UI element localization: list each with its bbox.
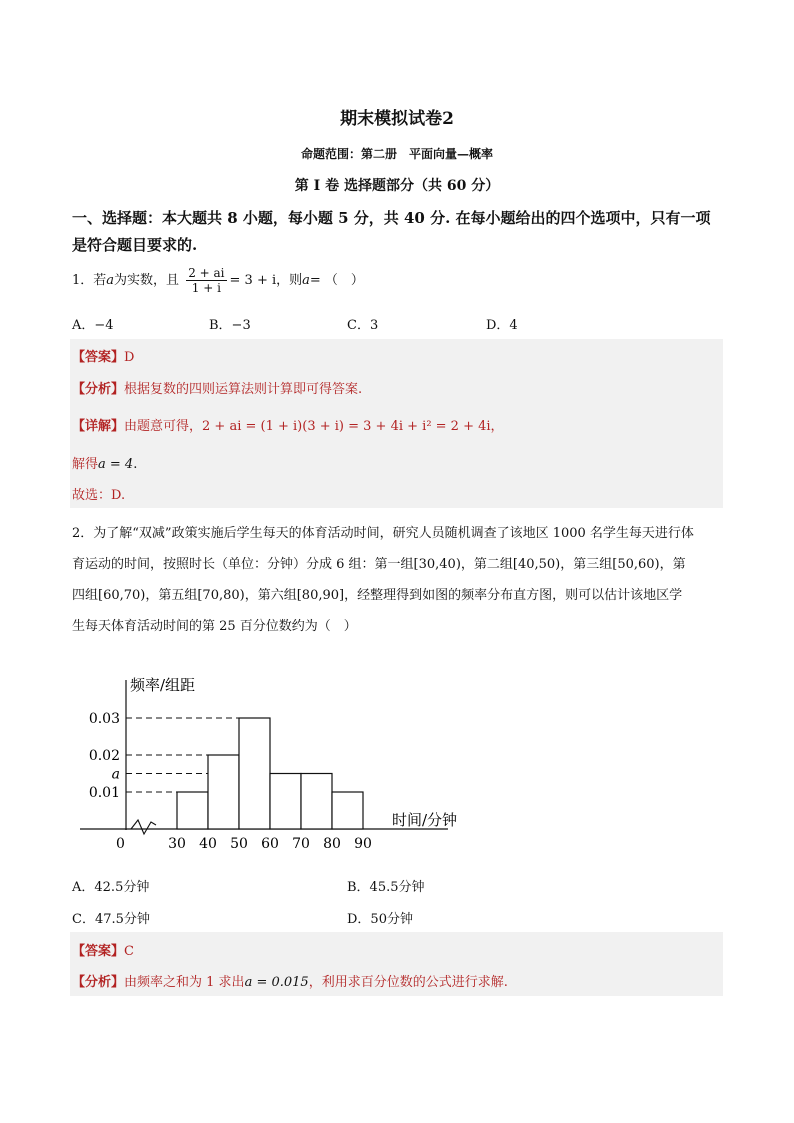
q1-answer bbox=[72, 346, 134, 365]
q2-line-2: 育运动的时间，按照时长（单位：分钟）分成 6 组：第一组[30,40)，第二组[40,50)，第三组[50,60)，第 bbox=[72, 557, 686, 572]
q1-var-2: a bbox=[302, 273, 310, 288]
q1-detail-text: 由题意可得， bbox=[124, 419, 203, 434]
section-line-1: 一、选择题：本大题共 8 小题，每小题 5 分，共 40 分. 在每小题给出的四个选项中，只有一项 bbox=[72, 209, 711, 227]
histogram-chart bbox=[76, 670, 476, 860]
x-axis-label: 时间/分钟 bbox=[392, 811, 458, 829]
q1-choose: 故选：D. bbox=[72, 488, 126, 503]
q1-option-d: D．4 bbox=[486, 318, 518, 333]
histogram-bar-1 bbox=[208, 755, 239, 829]
q2-answer-tag: 【答案】 bbox=[72, 944, 125, 959]
q2-line-3: 四组[60,70)，第五组[70,80)，第六组[80,90]，经整理得到如图的频率分布直方图，则可以估计该地区学 bbox=[72, 588, 683, 603]
x-tick-label-5: 80 bbox=[323, 836, 341, 852]
q1-solve bbox=[72, 453, 137, 472]
q1-option-a: A．−4 bbox=[72, 318, 114, 333]
x-tick-label-0: 30 bbox=[168, 836, 186, 852]
y-axis-label: 频率/组距 bbox=[130, 676, 196, 694]
q1-detail bbox=[72, 415, 504, 434]
q2-line-4: 生每天体育活动时间的第 25 百分位数约为（ ） bbox=[72, 619, 357, 634]
q1-option-c: C．3 bbox=[347, 318, 379, 333]
q2-line-1: 2．为了解“双减”政策实施后学生每天的体育活动时间，研究人员随机调查了该地区 1000 名学生每天进行体 bbox=[72, 526, 694, 541]
q2-option-d: D．50分钟 bbox=[347, 912, 413, 927]
q1-eq: = 3 + i，则 bbox=[229, 273, 303, 288]
exam-scope: 命题范围：第二册 平面向量—概率 bbox=[300, 147, 493, 161]
q2-stem bbox=[72, 518, 732, 642]
y-tick-label-1: 0.02 bbox=[88, 748, 120, 764]
histogram-bar-0 bbox=[177, 792, 208, 829]
q1-fraction bbox=[186, 266, 226, 295]
histogram-bar-2 bbox=[239, 718, 270, 829]
q2-analysis-b: ，利用求百分位数的公式进行求解. bbox=[308, 975, 508, 990]
axis-break-symbol bbox=[131, 820, 156, 834]
page-title: 期末模拟试卷2 bbox=[340, 109, 454, 129]
x-tick-label-2: 50 bbox=[230, 836, 248, 852]
q2-analysis bbox=[72, 971, 508, 990]
q1-detail-tag: 【详解】 bbox=[72, 419, 125, 434]
q2-answer-value: C bbox=[124, 944, 134, 959]
q1-stem bbox=[72, 266, 364, 295]
q2-analysis-a: 由频率之和为 1 求出 bbox=[124, 975, 245, 990]
y-tick-label-0: 0.03 bbox=[88, 711, 120, 727]
q1-solve-formula: a = 4 bbox=[98, 457, 134, 472]
section-instructions bbox=[72, 205, 732, 259]
q1-tail: = （ ） bbox=[309, 273, 364, 288]
q1-analysis-text: 根据复数的四则运算法则计算即可得答案. bbox=[124, 382, 363, 397]
q1-answer-tag: 【答案】 bbox=[72, 350, 125, 365]
section-line-2: 是符合题目要求的. bbox=[72, 236, 198, 254]
x-tick-label-6: 90 bbox=[354, 836, 372, 852]
q1-detail-formula: 2 + ai = (1 + i)(3 + i) = 3 + 4i + i² = 2 + 4i， bbox=[202, 419, 504, 434]
histogram-bar-3 bbox=[270, 774, 301, 830]
q1-solve-prefix: 解得 bbox=[72, 457, 99, 472]
q1-var: a bbox=[106, 273, 115, 288]
histogram-bar-5 bbox=[332, 792, 363, 829]
part-heading: 第 I 卷 选择题部分（共 60 分） bbox=[294, 178, 500, 194]
x-tick-label-4: 70 bbox=[292, 836, 310, 852]
y-tick-label-2: a bbox=[111, 766, 120, 783]
q1-answer-value: D bbox=[124, 350, 135, 365]
origin-label: 0 bbox=[116, 836, 125, 852]
q1-mid: 为实数，且 bbox=[114, 273, 180, 288]
q2-analysis-formula: a = 0.015 bbox=[244, 975, 309, 990]
q1-frac-num: 2 + ai bbox=[188, 266, 225, 280]
q2-option-c: C．47.5分钟 bbox=[72, 912, 150, 927]
x-tick-label-1: 40 bbox=[199, 836, 217, 852]
q1-frac-den: 1 + i bbox=[191, 281, 221, 295]
q2-option-a: A．42.5分钟 bbox=[72, 880, 150, 895]
chart-marks bbox=[89, 711, 372, 852]
histogram-bar-4 bbox=[301, 774, 332, 830]
q1-analysis-tag: 【分析】 bbox=[72, 382, 125, 397]
q2-answer bbox=[72, 940, 134, 959]
q1-prefix: 1．若 bbox=[72, 273, 107, 288]
q2-analysis-tag: 【分析】 bbox=[72, 975, 125, 990]
q2-option-b: B．45.5分钟 bbox=[347, 880, 425, 895]
q1-option-b: B．−3 bbox=[209, 318, 251, 333]
x-tick-label-3: 60 bbox=[261, 836, 279, 852]
y-tick-label-3: 0.01 bbox=[88, 785, 120, 801]
q1-solve-suffix: . bbox=[133, 457, 138, 472]
q1-analysis bbox=[72, 378, 362, 397]
